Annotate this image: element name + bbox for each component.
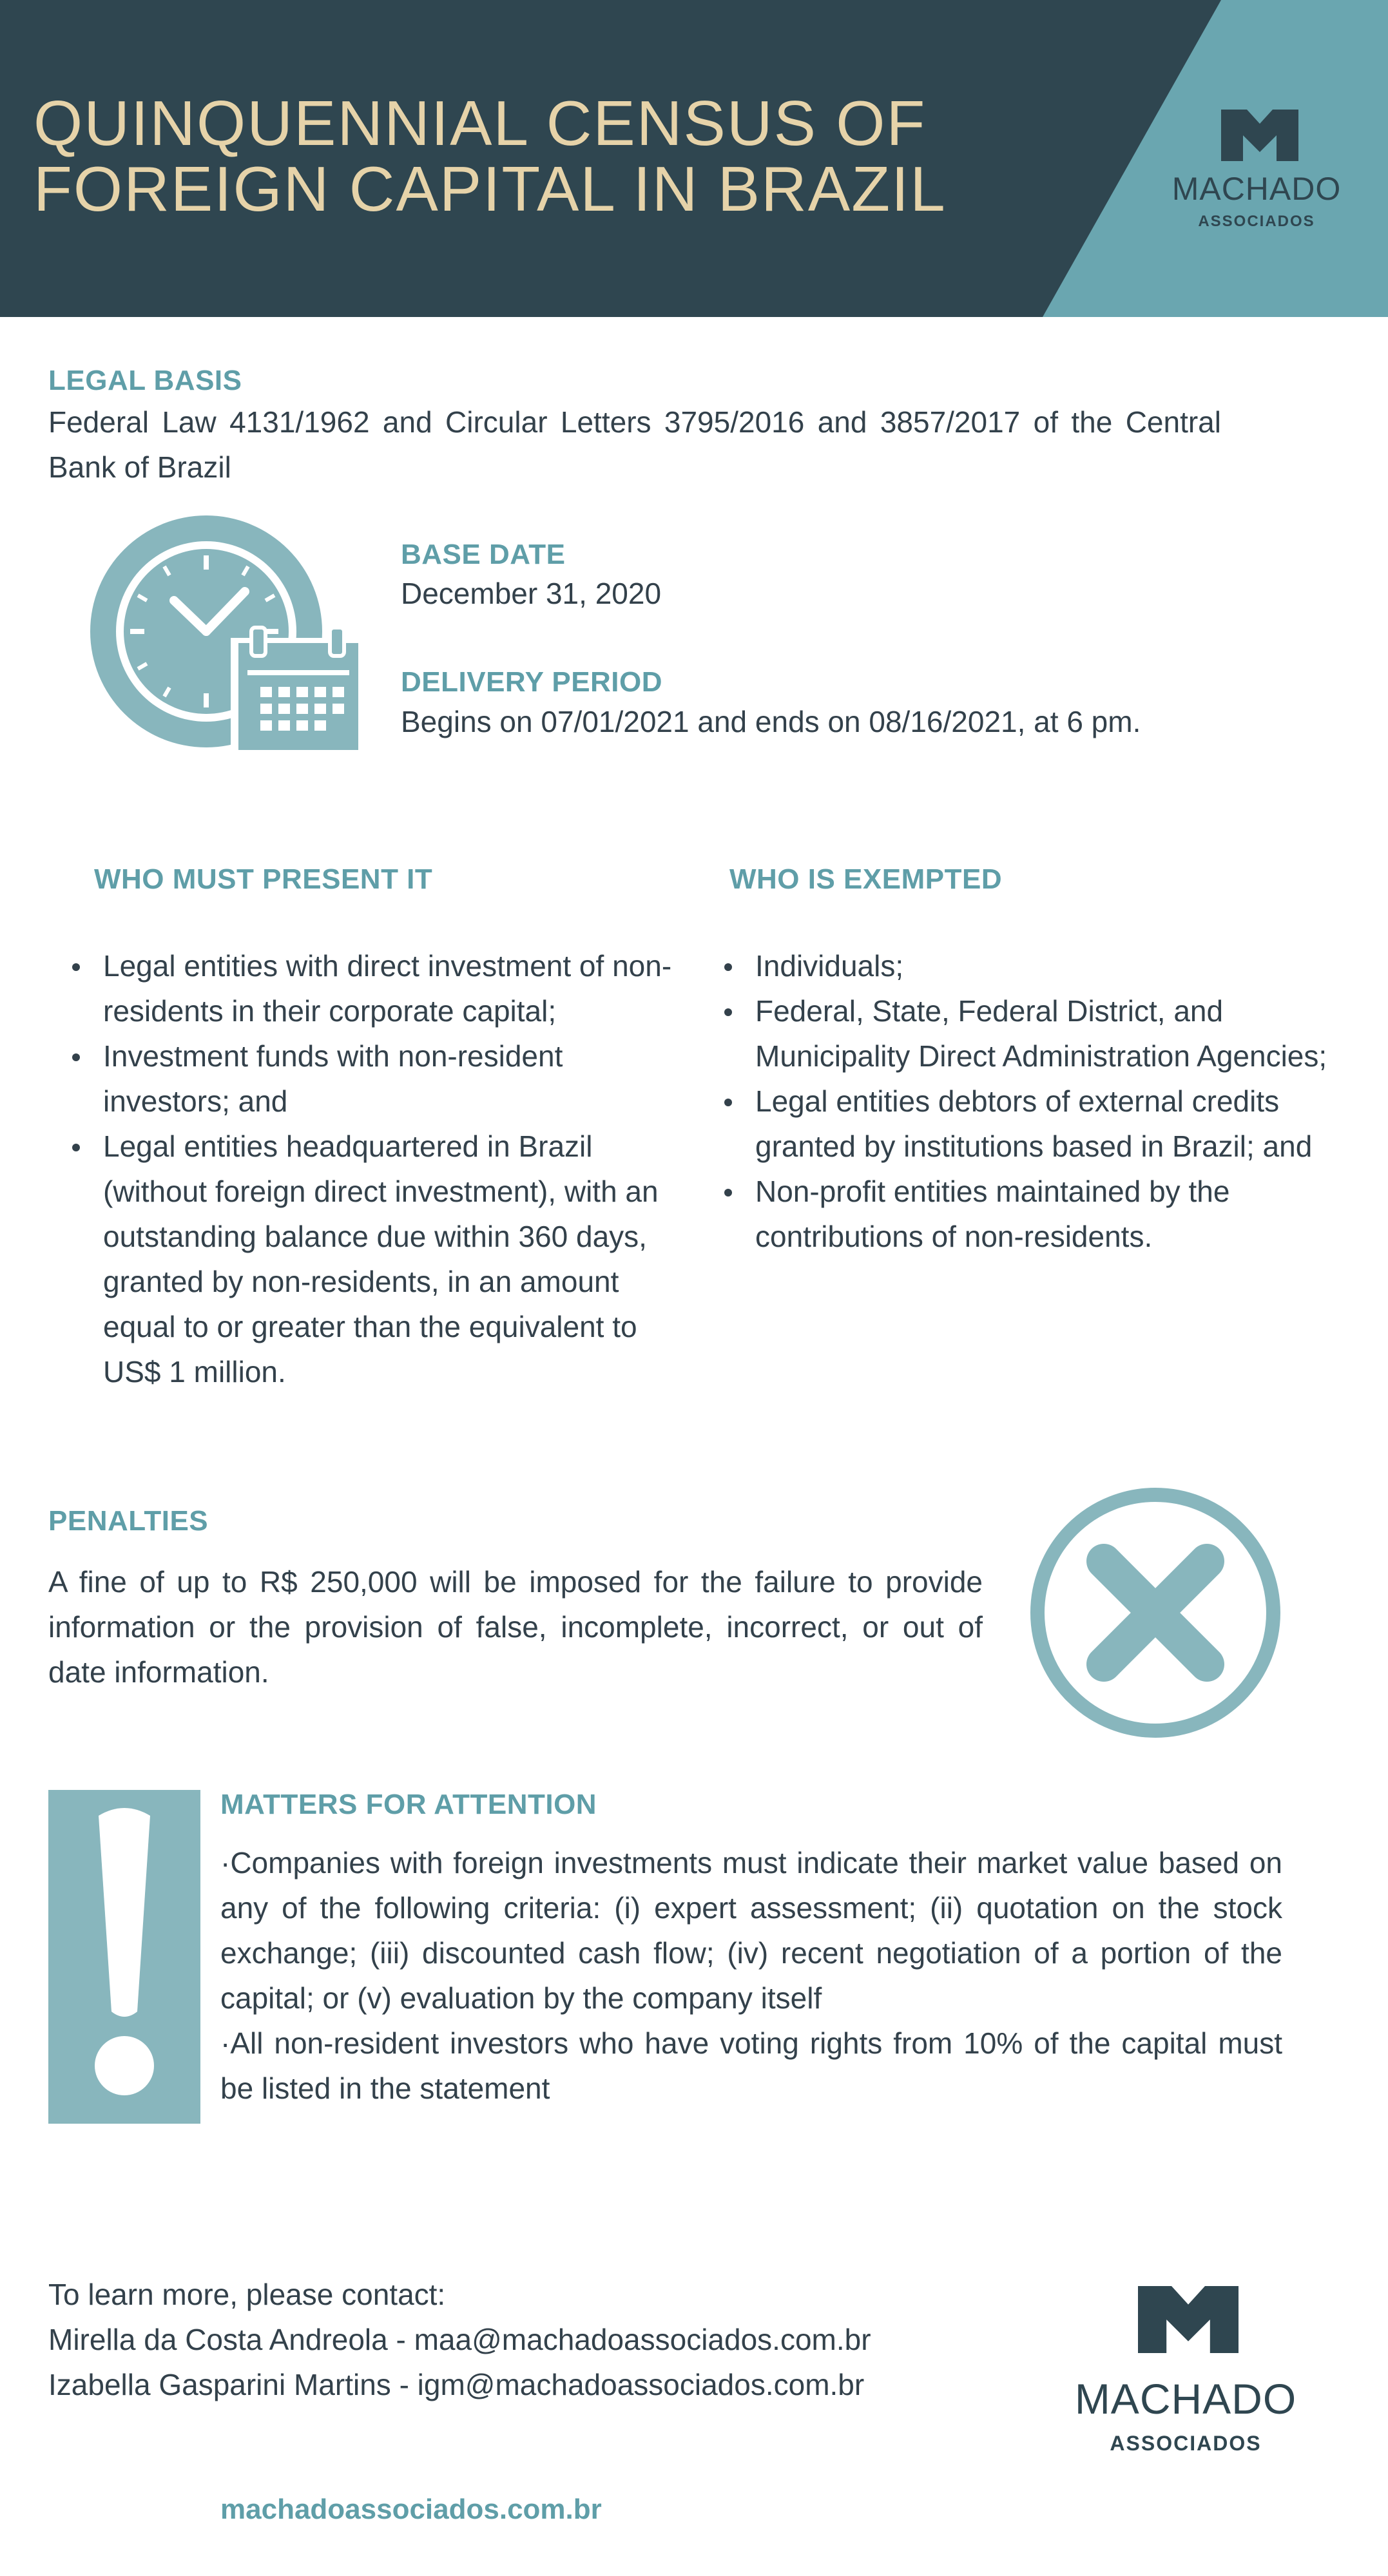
contact-person-1: Mirella da Costa Andreola - maa@machadoassociados.com.br: [48, 2323, 871, 2356]
who-exempt-heading: WHO IS EXEMPTED: [729, 863, 1003, 895]
who-must-heading: WHO MUST PRESENT IT: [94, 863, 433, 895]
who-exempt-list: [704, 943, 1342, 1259]
header-banner: [0, 0, 1388, 317]
who-must-list: [52, 943, 696, 1394]
contact-intro: To learn more, please contact:: [48, 2278, 446, 2311]
list-item: Non-profit entities maintained by the contributions of non-residents.: [755, 1169, 1342, 1259]
title-line-2: FOREIGN CAPITAL IN BRAZIL: [34, 153, 947, 224]
footer-logo-name: MACHADO: [1074, 2375, 1297, 2423]
list-item: Individuals;: [755, 943, 1342, 988]
base-date-heading: BASE DATE: [401, 539, 566, 570]
contact-person-2: Izabella Gasparini Martins - igm@machadoassociados.com.br: [48, 2368, 865, 2401]
page-title: [34, 90, 1000, 222]
penalties-text: A fine of up to R$ 250,000 will be imposed for the failure to provide information or the provision of false, incomplete, incorrect, or out of date information.: [48, 1565, 983, 1689]
footer-logo: [1044, 2286, 1327, 2473]
list-item: Legal entities debtors of external credits granted by institutions based in Brazil; and: [755, 1079, 1342, 1169]
x-circle-icon: [1030, 1487, 1281, 1738]
list-item: Legal entities with direct investment of non-residents in their corporate capital;: [103, 943, 696, 1033]
legal-basis-text: Federal Law 4131/1962 and Circular Letters 3795/2016 and 3857/2017 of the Central Bank of Brazil: [48, 405, 1221, 484]
base-date-value: December 31, 2020: [401, 577, 662, 610]
header-logo-name: MACHADO: [1171, 171, 1342, 207]
machado-logo-icon: [1138, 2286, 1239, 2353]
website-link[interactable]: machadoassociados.com.br: [220, 2494, 602, 2525]
title-line-1: QUINQUENNIAL CENSUS OF: [34, 88, 927, 159]
clock-calendar-icon: [90, 515, 374, 760]
legal-basis-heading: LEGAL BASIS: [48, 365, 242, 396]
penalties-heading: PENALTIES: [48, 1505, 209, 1537]
delivery-period-heading: DELIVERY PERIOD: [401, 666, 663, 698]
attention-heading: MATTERS FOR ATTENTION: [220, 1789, 597, 1820]
footer-logo-sub: ASSOCIADOS: [1110, 2432, 1262, 2455]
exclamation-icon: [48, 1790, 200, 2124]
list-item: Federal, State, Federal District, and Municipality Direct Administration Agencies;: [755, 988, 1342, 1079]
list-item: Investment funds with non-resident investors; and: [103, 1033, 696, 1124]
header-logo: [1160, 103, 1353, 245]
attention-point-2: ·All non-resident investors who have voting rights from 10% of the capital must be listed in the statement: [220, 2026, 1282, 2105]
machado-logo-icon: [1221, 110, 1298, 161]
header-logo-sub: ASSOCIADOS: [1198, 213, 1315, 230]
attention-point-1: ·Companies with foreign investments must indicate their market value based on any of the following criteria: (i) expert assessment; (ii) quotation on the stock exchange; (iii) discounted cash flow; (iv) recent negotiation of a portion of the capital; or (v) evaluation by the company itself: [220, 1846, 1282, 2015]
list-item: Legal entities headquartered in Brazil (without foreign direct investment), with an outstanding balance due within 360 days, granted by non-residents, in an amount equal to or greater than the equivalent to US$ 1 million.: [103, 1124, 696, 1394]
delivery-period-value: Begins on 07/01/2021 and ends on 08/16/2021, at 6 pm.: [401, 705, 1141, 738]
